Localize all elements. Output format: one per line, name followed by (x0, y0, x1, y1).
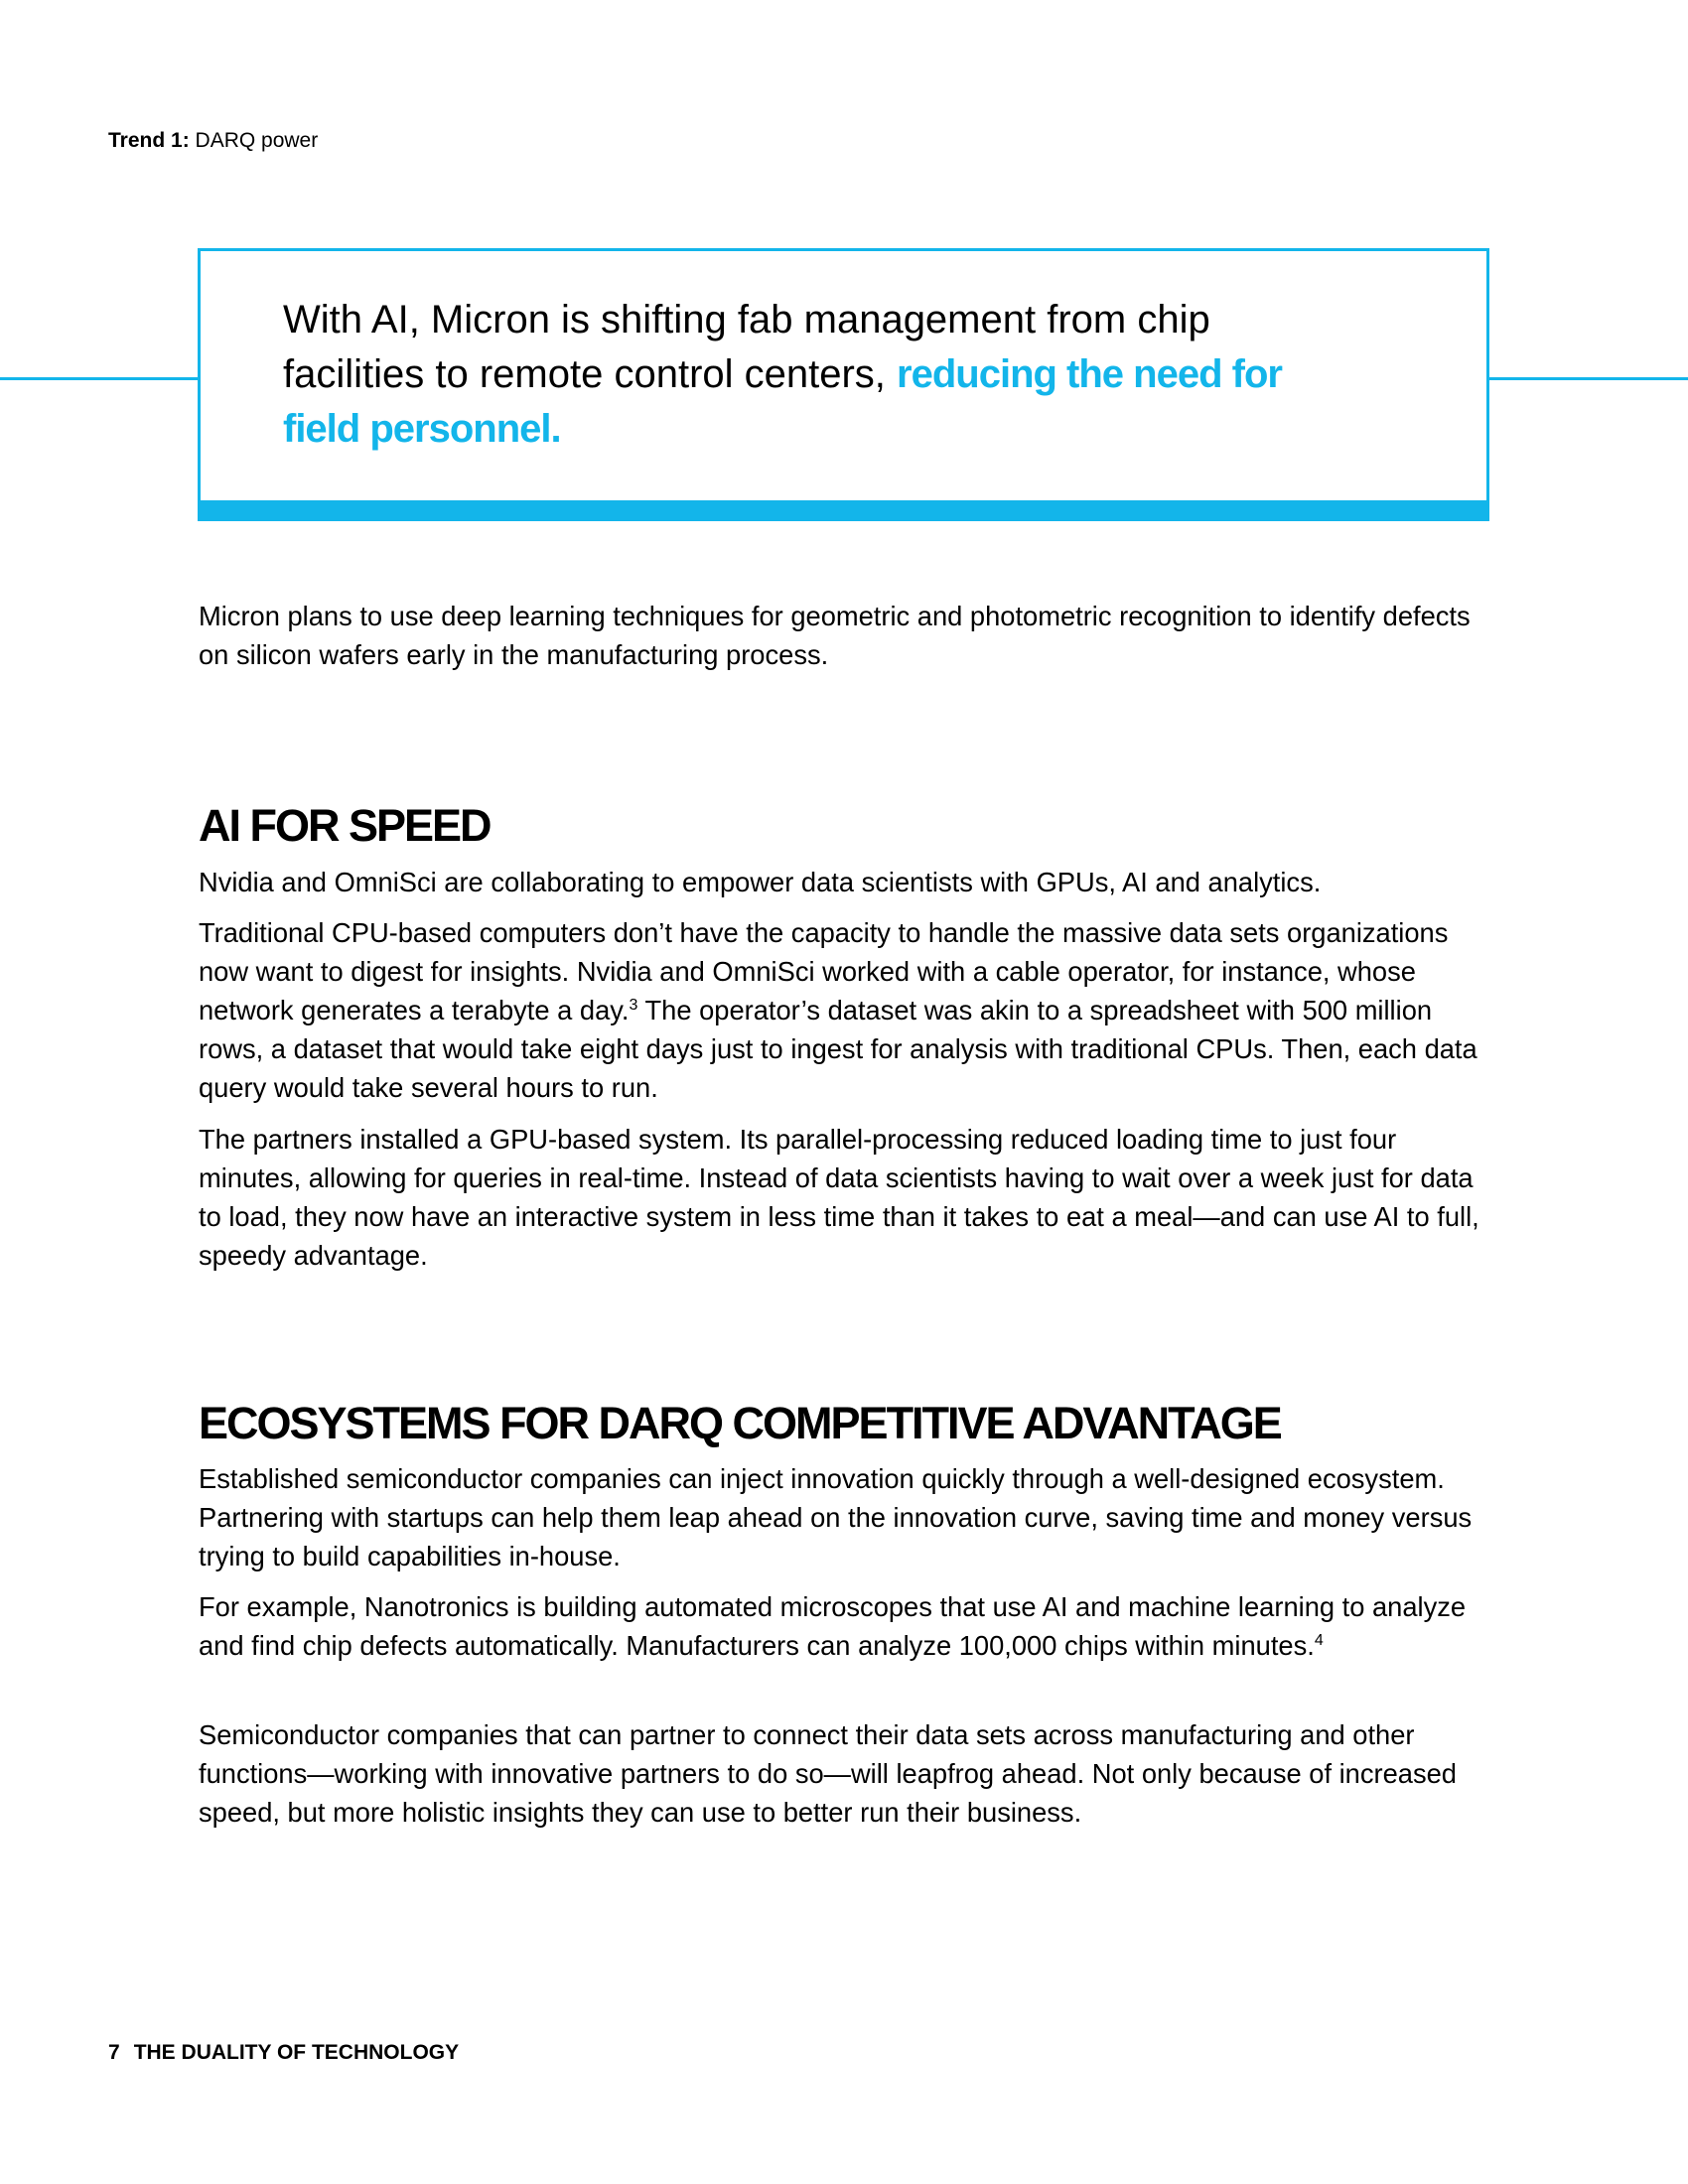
intro-paragraph: Micron plans to use deep learning techniques for geometric and photometric recognition to identify defects on silicon wafers early in the manufacturing process. (199, 601, 1471, 670)
footnote-ref-4: 4 (1314, 1631, 1324, 1649)
section-heading-ai-for-speed: AI FOR SPEED (199, 800, 491, 851)
footnote-ref-3: 3 (629, 996, 638, 1014)
ecosystems-paragraph-2-text: For example, Nanotronics is building automated microscopes that use AI and machine learning to analyze and find chip defects automatically. Manufacturers can analyze 100,000 chips within minutes. (199, 1591, 1467, 1661)
pull-quote-highlight: reducing the need for field personnel. (283, 352, 1282, 451)
speed-paragraph-1: Nvidia and OmniSci are collaborating to empower data scientists with GPUs, AI and analytics. (199, 867, 1322, 897)
callout-rule-left (0, 377, 200, 380)
section-heading-ecosystems: ECOSYSTEMS FOR DARQ COMPETITIVE ADVANTAGE (199, 1398, 1281, 1448)
speed-paragraph-2-text-a: Traditional CPU-based computers don’t have the capacity to handle the massive data sets organizations now want to digest for insights. Nvidia and OmniSci worked with a cable operator, for instance, whose network generates a terabyte a day. (199, 917, 1449, 1025)
ecosystems-paragraph-2 (199, 1587, 1489, 1665)
callout-rule-right (1487, 377, 1688, 380)
pull-quote-box (198, 248, 1489, 521)
ecosystems-paragraph-1: Established semiconductor companies can inject innovation quickly through a well-designed ecosystem. Partnering with startups can help them leap ahead on the innovation curve, saving time and money versus trying to build capabilities in-house. (199, 1463, 1473, 1571)
pull-quote-text: With AI, Micron is shifting fab management from chip facilities to remote control centers, (283, 298, 1210, 396)
running-head-label: Trend 1: (108, 129, 190, 152)
page-number: 7 (108, 2041, 120, 2064)
running-head-title: DARQ power (195, 129, 319, 152)
pull-quote (283, 293, 1336, 457)
page-footer (108, 2040, 459, 2066)
ecosystems-paragraph-3: Semiconductor companies that can partner to connect their data sets across manufacturing and other functions—working with innovative partners to do so—will leapfrog ahead. Not only because of increased speed, but more holistic insights they can use to better run their business. (199, 1719, 1457, 1828)
speed-paragraph-2-text-b: The operator’s dataset was akin to a spreadsheet with 500 million rows, a dataset that would take eight days just to ingest for analysis with traditional CPUs. Then, each data query would take several hours to run. (199, 995, 1477, 1103)
speed-paragraph-3: The partners installed a GPU-based system. Its parallel-processing reduced loading time to just four minutes, allowing for queries in real-time. Instead of data scientists having to wait over a week just for data to load, they now have an interactive system in less time than it takes to eat a meal—and can use AI to full, speedy advantage. (199, 1124, 1479, 1271)
running-head (108, 128, 318, 154)
publication-title: THE DUALITY OF TECHNOLOGY (133, 2041, 460, 2064)
speed-paragraph-2 (199, 913, 1489, 1107)
